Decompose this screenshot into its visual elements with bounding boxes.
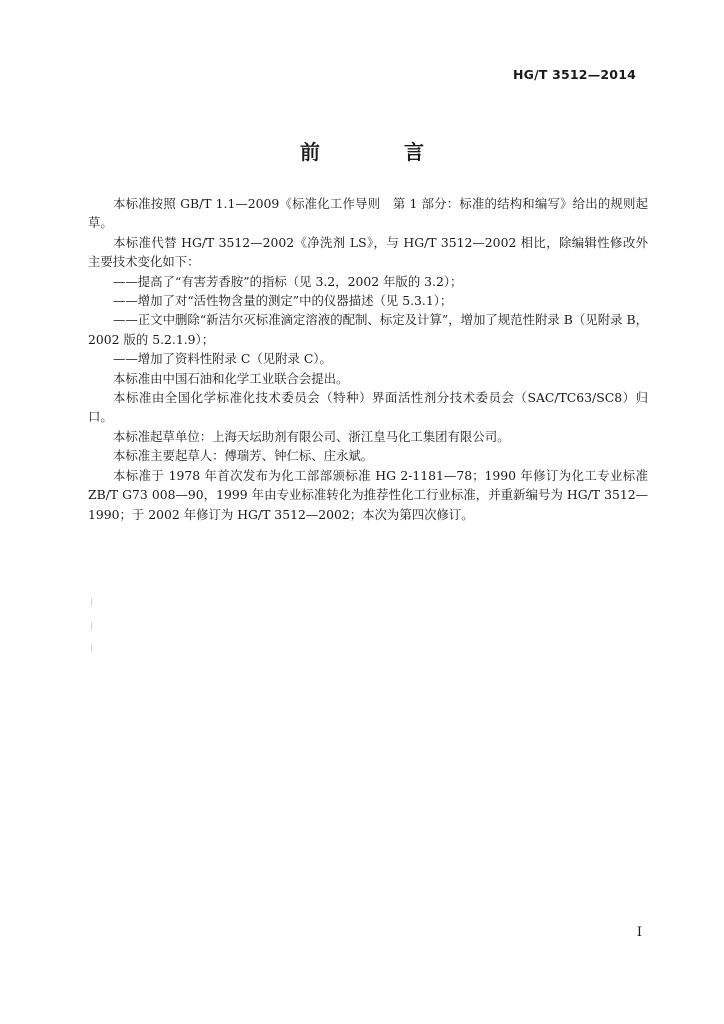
scan-artifact <box>91 598 93 668</box>
paragraph-drafting-rules: 本标准按照 GB/T 1.1—2009《标准化工作导则 第 1 部分：标准的结构和编写》给出的规则起草。 <box>88 196 648 231</box>
list-item-change-4: ——增加了资料性附录 C（见附录 C）。 <box>113 351 332 367</box>
paragraph-replaces: 本标准代替 HG/T 3512—2002《净洗剂 LS》，与 HG/T 3512—2002 相比，除编辑性修改外主要技术变化如下： <box>88 234 648 270</box>
list-item-change-1: ——提高了“有害芳香胺”的指标（见 3.2，2002 年版的 3.2）； <box>113 273 463 289</box>
standard-number: HG/T 3512—2014 <box>512 67 636 82</box>
paragraph-history: 本标准于 1978 年首次发布为化工部部颁标准 HG 2-1181—78；1990 年修订为化工专业标准 ZB/T G73 008—90，1999 年由专业标准转化为推荐性化工行业标准，并重新编号为 HG/T 3512—1990；于 2002 年修订为 HG/T 3512—2002；本次为第四次修订。 <box>88 467 648 522</box>
page-title: 前 言 <box>300 140 456 164</box>
paragraph-under-jurisdiction: 本标准由全国化学标准化技术委员会（特种）界面活性剂分技术委员会（SAC/TC63/SC8）归口。 <box>88 390 648 425</box>
paragraph-proposed-by: 本标准由中国石油和化学工业联合会提出。 <box>113 370 349 386</box>
list-item-change-2: ——增加了对“活性物含量的测定”中的仪器描述（见 5.3.1）； <box>113 293 453 309</box>
list-item-change-3: ——正文中删除“新洁尔灭标准滴定溶液的配制、标定及计算”，增加了规范性附录 B（见附录 B，2002 版的 5.2.1.9）； <box>88 312 648 347</box>
page-number: I <box>636 925 642 940</box>
paragraph-drafting-units: 本标准起草单位：上海天坛助剂有限公司、浙江皇马化工集团有限公司。 <box>113 428 510 444</box>
paragraph-drafters: 本标准主要起草人：傅瑞芳、钟仁标、庄永斌。 <box>113 448 374 464</box>
foreword-body <box>88 194 648 524</box>
